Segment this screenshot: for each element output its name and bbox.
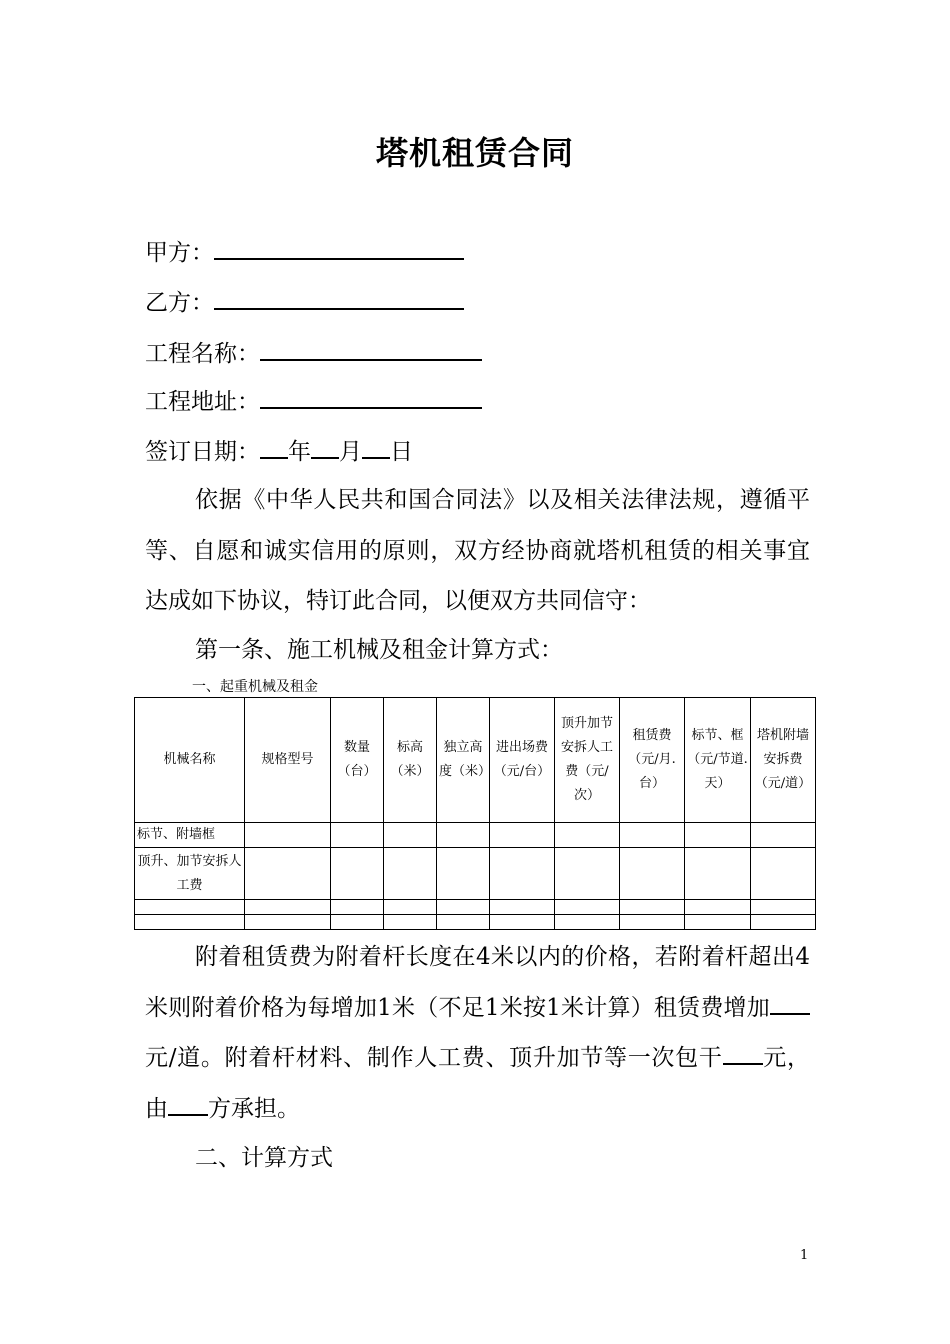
party-b-label: 乙方： [145, 290, 214, 316]
table-cell[interactable] [245, 848, 331, 900]
row-label-cell: 顶升、加节安拆人工费 [135, 848, 245, 900]
table-cell[interactable] [555, 823, 620, 848]
table-cell[interactable] [620, 900, 685, 915]
project-address-line [145, 385, 482, 417]
table-cell[interactable] [490, 823, 555, 848]
header-cell: 标节、框（元/节道.天） [685, 698, 751, 823]
year-blank[interactable] [260, 435, 288, 459]
attachment-paragraph [145, 932, 810, 1134]
table-cell[interactable] [245, 823, 331, 848]
header-cell: 进出场费（元/台） [490, 698, 555, 823]
attachment-text-4: 方承担。 [208, 1095, 300, 1122]
lump-sum-blank[interactable] [723, 1041, 763, 1065]
header-cell: 标高（米） [384, 698, 437, 823]
table-row [135, 848, 816, 900]
row-label-cell [135, 915, 245, 930]
table-header-row [135, 698, 816, 823]
year-label: 年 [288, 439, 311, 465]
table-cell[interactable] [331, 915, 384, 930]
table-cell[interactable] [490, 848, 555, 900]
page-number: 1 [800, 1248, 809, 1263]
table-cell[interactable] [490, 915, 555, 930]
day-label: 日 [390, 439, 413, 465]
table-cell[interactable] [685, 848, 751, 900]
table-cell[interactable] [245, 915, 331, 930]
table-cell[interactable] [384, 823, 437, 848]
table-cell[interactable] [384, 900, 437, 915]
table-cell[interactable] [331, 848, 384, 900]
table-cell[interactable] [384, 848, 437, 900]
attachment-text-3: 元，由 [145, 1045, 811, 1122]
table-cell[interactable] [331, 823, 384, 848]
table-cell[interactable] [245, 900, 331, 915]
project-name-line [145, 337, 482, 369]
table-cell[interactable] [437, 900, 490, 915]
table-cell[interactable] [620, 915, 685, 930]
month-label: 月 [339, 439, 362, 465]
table-cell[interactable] [555, 915, 620, 930]
table-row [135, 915, 816, 930]
intro-paragraph: 依据《中华人民共和国合同法》以及相关法律法规，遵循平等、自愿和诚实信用的原则，双方经协商就塔机租赁的相关事宜达成如下协议，特订此合同，以便双方共同信守： [145, 487, 810, 614]
rental-table [134, 697, 816, 930]
table-row [135, 900, 816, 915]
party-a-label: 甲方： [145, 240, 214, 266]
header-cell: 塔机附墙安拆费（元/道） [751, 698, 816, 823]
table-cell[interactable] [751, 915, 816, 930]
table-cell[interactable] [620, 823, 685, 848]
header-cell: 租赁费（元/月.台） [620, 698, 685, 823]
table-cell[interactable] [685, 900, 751, 915]
table-cell[interactable] [555, 900, 620, 915]
project-address-label: 工程地址： [145, 389, 260, 415]
month-blank[interactable] [311, 435, 339, 459]
header-cell: 数量（台） [331, 698, 384, 823]
row-label-cell: 标节、附墙框 [135, 823, 245, 848]
header-cell: 独立高度（米） [437, 698, 490, 823]
project-address-blank[interactable] [260, 385, 482, 409]
row-label-cell [135, 900, 245, 915]
table-cell[interactable] [751, 823, 816, 848]
party-a-blank[interactable] [214, 236, 464, 260]
header-cell: 顶升加节安拆人工费（元/次） [555, 698, 620, 823]
table-cell[interactable] [685, 915, 751, 930]
table-cell[interactable] [437, 823, 490, 848]
party-b-blank[interactable] [214, 286, 464, 310]
project-name-label: 工程名称： [145, 341, 260, 367]
sign-date-line [145, 435, 413, 467]
table-row [135, 823, 816, 848]
table-cell[interactable] [490, 900, 555, 915]
table-cell[interactable] [685, 823, 751, 848]
day-blank[interactable] [362, 435, 390, 459]
table-cell[interactable] [437, 915, 490, 930]
bearing-party-blank[interactable] [168, 1092, 208, 1116]
section-2-heading: 二、计算方式 [195, 1145, 333, 1171]
sign-date-label: 签订日期： [145, 439, 260, 465]
header-cell: 机械名称 [135, 698, 245, 823]
table-caption: 一、起重机械及租金 [192, 679, 318, 695]
table-cell[interactable] [384, 915, 437, 930]
attachment-text-2: 元/道。附着杆材料、制作人工费、顶升加节等一次包干 [145, 1045, 723, 1071]
fee-per-meter-blank[interactable] [770, 991, 810, 1015]
header-cell: 规格型号 [245, 698, 331, 823]
attachment-text-1: 附着租赁费为附着杆长度在4米以内的价格，若附着杆超出4米则附着价格为每增加1米（不足1米按1米计算）租赁费增加 [145, 944, 810, 1021]
table-cell[interactable] [751, 900, 816, 915]
page-title: 塔机租赁合同 [375, 134, 574, 172]
table-cell[interactable] [437, 848, 490, 900]
table-cell[interactable] [751, 848, 816, 900]
party-a-line [145, 236, 464, 268]
table-cell[interactable] [331, 900, 384, 915]
table-cell[interactable] [555, 848, 620, 900]
project-name-blank[interactable] [260, 337, 482, 361]
article-1-heading: 第一条、施工机械及租金计算方式： [195, 637, 563, 663]
party-b-line [145, 286, 464, 318]
table-cell[interactable] [620, 848, 685, 900]
